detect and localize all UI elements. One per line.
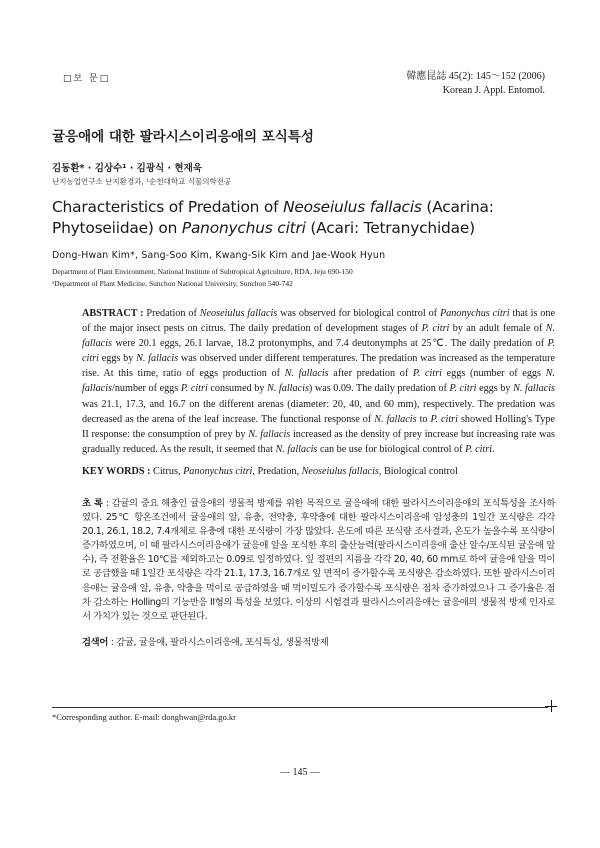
species-name: Panonychus citri [181,219,306,237]
species-name: Neoseiulus fallacis [283,198,422,216]
korean-keywords: 검색어 : 감귤, 귤응애, 팔라시스이리응애, 포식특성, 생물적방제 [82,637,329,648]
footnote-divider [52,707,548,708]
korean-affiliation: 난지농업연구소 난지환경과, ¹순천대학교 식물의학전공 [52,177,232,186]
affiliation-line: Department of Plant Environment, National Institute of Subtropical Agriculture, RDA, Jeju 690-150 [52,267,353,276]
english-authors: Dong-Hwan Kim*, Sang-Soo Kim, Kwang-Sik Kim and Jae-Wook Hyun [52,250,386,261]
english-title: Characteristics of Predation of Neoseiulus fallacis (Acarina: Phytoseiidae) on Panonychus citri (Acari: Tetranychidae) [52,198,494,237]
corresponding-author-footnote: *Corresponding author. E-mail: donghwan@rda.go.kr [52,712,236,722]
korean-abstract-label: 초 록 [82,498,103,509]
journal-citation [406,70,545,98]
korean-abstract: 초 록 : 감귤의 중요 해충인 귤응애의 생물적 방제를 위한 목적으로 귤응애에 대한 팔라시스이리응애의 포식특성을 조사하였다. 25℃ 항온조건에서 귤응애의 알, 유충, 전약충, 후약충에 대한 팔라시스이리응애 암성충의 1일간 포식량은 각각 20.1, 26.1, 18.2, 7.4개체로 유충에 대한 포식량이 가장 많았다. 온도에 따른 포식량 조사결과, 온도가 높을수록 포식량이 증가하였으며, 이 때 팔라시스이리응애가 귤응애 알을 포식한 후의 출산능력(팔라시스이리응애 출산 알수/포식된 귤응애 알수), 즉 전환율은 10℃를 제외하고는 0.09로 일정하였다. 잎 절편의 지름을 각각 20, 40, 60 mm로 하여 귤응애 알을 먹이로 공급했을 때 1일간 포식량은 각각 21.1, 17.3, 16.7개로 잎 면적이 증가할수록 포식량은 감소하였다. 또한 팔라시스이리응애는 귤응애 알, 유충, 약충을 먹이로 공급하였을 때 먹이밀도가 증가할수록 포식량은 점차 증가하였으나 그 증가율은 점차 감소하는 Holling의 기능반응 II형의 특성을 보였다. 이상의 시험결과 팔라시스이리응애는 귤응애의 생물적 방제 인자로서 가치가 있는 것으로 판단된다. [82,498,555,622]
english-abstract: ABSTRACT : Predation of Neoseiulus fallacis was observed for biological control of Panonychus citri that is one of the major insect pests on citrus. The daily predation of development stages of P. citri by an adult female of N. fallacis were 20.1 eggs, 26.1 larvae, 18.2 protonymphs, and 7.4 deutonymphs at 25℃. The daily predation of P. citri eggs by N. fallacis was observed under different temperatures. The predation was increased as the temperature rise. At this time, ratio of eggs production of N. fallacis after predation of P. citri eggs (number of eggs N. fallacis/number of eggs P. citri consumed by N. fallacis) was 0.09. The daily predation of P. citri eggs by N. fallacis was 21.1, 17.3, and 16.7 on the different arenas (diameter: 20, 40, and 60 mm), respectively. The predation was decreased as the arena of the leaf increase. The functional response of N. fallacis to P. citri showed Holling's Type II response: the consumption of prey by N. fallacis increased as the density of prey increase but increasing rate was gradually reduced. As the result, it seemed that N. fallacis can be use for biological control of P. citri. [82,308,556,455]
affiliation-line: ¹Department of Plant Medicine, Sunchon National University, Sunchon 540-742 [52,278,293,288]
english-keywords: KEY WORDS : Citrus, Panonychus citri, Predation, Neoseiulus fallacis, Biological control [82,466,458,477]
keywords-label: KEY WORDS : [82,466,151,477]
page-number: — 145 — [280,767,320,778]
abstract-label: ABSTRACT : [82,308,144,319]
korean-title: 귤응애에 대한 팔라시스이리응애의 포식특성 [52,129,314,145]
korean-authors: 김동환* · 김상수¹ · 김광식 · 현재욱 [52,163,202,174]
crop-mark [551,700,552,712]
english-affiliation [52,266,353,289]
section-label: □보 문□ [63,74,111,84]
korean-keywords-label: 검색어 [82,637,109,648]
journal-citation-line2: Korean J. Appl. Entomol. [442,85,545,96]
journal-citation-line1: 韓應昆誌 45(2): 145～152 (2006) [406,71,545,82]
